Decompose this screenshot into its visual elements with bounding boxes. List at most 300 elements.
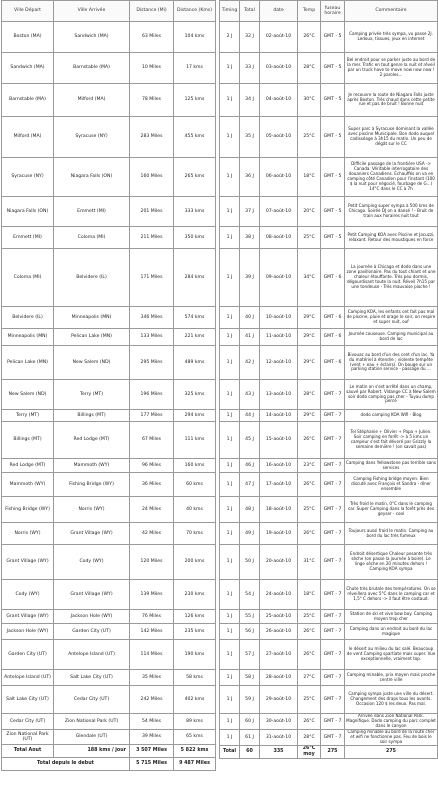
route-row <box>2 117 216 158</box>
timing-row <box>220 610 438 624</box>
depart-cell: Cody (WY) <box>2 580 54 610</box>
timing-total-tz: 275 <box>321 745 345 758</box>
commentaire-cell: Bivouac au bord d'un des cent d'un lac. Ya du matériel à étendre ; violente tempête (vent + eau + éclairs). On bouge sur un parking station service - passage du ... <box>345 346 438 380</box>
temp-cell: 29°C <box>298 346 321 380</box>
timing-cell: 1 J <box>220 459 240 473</box>
depart-cell: Billings (MT) <box>2 422 54 459</box>
total-aout-mi: 3 507 Miles <box>130 745 174 758</box>
timing-row <box>220 117 438 158</box>
date-cell: 14-août-10 <box>260 410 298 422</box>
distance-mi-cell: 142 Miles <box>130 624 174 640</box>
timing-row <box>220 53 438 84</box>
date-cell: 19-août-10 <box>260 523 298 545</box>
distance-mi-cell: 114 Miles <box>130 640 174 670</box>
distance-km-cell: 70 kms <box>174 523 216 545</box>
date-cell: 26-août-10 <box>260 624 298 640</box>
date-cell: 12-août-10 <box>260 346 298 380</box>
header-arrivee: Ville Arrivée <box>54 1 130 22</box>
fuseau-cell: GMT - 7 <box>321 410 345 422</box>
arrivee-cell: Grant Village (WY) <box>54 523 130 545</box>
commentaire-cell: dodo camping KOA Wifi - Blog <box>345 410 438 422</box>
arrivee-cell: Billings (MT) <box>54 410 130 422</box>
timing-total-row <box>220 745 438 758</box>
timing-row <box>220 714 438 730</box>
depart-cell: Red Lodge (MT) <box>2 459 54 473</box>
total-days-cell: 60 J <box>240 714 260 730</box>
commentaire-cell: Super parc à Syracuse dominant la vallée avec piscine Municipale. Bon dodo auquel cadisséage à 3h15 du matin. Un peu de dégât sur le CC <box>345 117 438 158</box>
commentaire-cell: Journée couseuse. Camping municipal au bord de lac <box>345 329 438 346</box>
distance-km-cell: 294 kms <box>174 410 216 422</box>
header-distance-km: Distance (Kms) <box>174 1 216 22</box>
fuseau-cell: GMT - 7 <box>321 473 345 497</box>
timing-cell: 1 J <box>220 580 240 610</box>
route-header-row <box>2 1 216 22</box>
depart-cell: Sandwich (MA) <box>2 53 54 84</box>
timing-row <box>220 307 438 329</box>
commentaire-cell: Je recouvre la route de Niagara Falls juste après Boston. Très chaud dans cette petite rue et pas de bruit ! Bonne nuit <box>345 84 438 117</box>
timing-row <box>220 22 438 53</box>
total-days-cell: 36 J <box>240 158 260 197</box>
timing-cell: 1 J <box>220 545 240 580</box>
commentaire-cell: Petit Camping super sympa à 500 kms de Chicago. Soirée DJ on a dansé ! - Bruit de train aux horaires nuit tout <box>345 197 438 227</box>
timing-cell: 1 J <box>220 610 240 624</box>
date-cell: 29-août-10 <box>260 686 298 714</box>
fuseau-cell: GMT - 7 <box>321 580 345 610</box>
header-distance-mi: Distance (Mi) <box>130 1 174 22</box>
temp-cell: 26°C <box>298 640 321 670</box>
date-cell: 09-août-10 <box>260 249 298 307</box>
fuseau-cell: GMT - 7 <box>321 459 345 473</box>
grand-total-mi: 5 715 Miles <box>130 758 174 771</box>
depart-cell: Milford (MA) <box>2 117 54 158</box>
fuseau-cell: GMT - 5 <box>321 227 345 249</box>
temp-cell: 25°C <box>298 117 321 158</box>
total-aout-label: Total Aout <box>2 745 54 758</box>
grand-total-km: 9 487 Miles <box>174 758 216 771</box>
total-days-cell: 46 J <box>240 459 260 473</box>
arrivee-cell: Pelican Lake (MN) <box>54 329 130 346</box>
timing-cell: 1 J <box>220 410 240 422</box>
timing-row <box>220 580 438 610</box>
total-days-cell: 35 J <box>240 117 260 158</box>
temp-cell: 26°C <box>298 624 321 640</box>
fuseau-cell: GMT - 5 <box>321 22 345 53</box>
temp-cell: 26°C <box>298 22 321 53</box>
arrivee-cell: Belvidere (IL) <box>54 249 130 307</box>
fuseau-cell: GMT - 5 <box>321 158 345 197</box>
timing-cell: 1 J <box>220 197 240 227</box>
route-row <box>2 730 216 745</box>
arrivee-cell: Cody (WY) <box>54 545 130 580</box>
route-row <box>2 380 216 410</box>
date-cell: 11-août-10 <box>260 329 298 346</box>
total-days-cell: 59 J <box>240 686 260 714</box>
timing-row <box>220 670 438 686</box>
depart-cell: Mammoth (WY) <box>2 473 54 497</box>
arrivee-cell: Syracuse (NY) <box>54 117 130 158</box>
distance-mi-cell: 54 Miles <box>130 714 174 730</box>
timing-row <box>220 158 438 197</box>
date-cell: 18-août-10 <box>260 497 298 523</box>
distance-km-cell: 221 kms <box>174 329 216 346</box>
temp-cell: 28°C <box>298 380 321 410</box>
timing-row <box>220 84 438 117</box>
fuseau-cell: GMT - 7 <box>321 624 345 640</box>
route-row <box>2 410 216 422</box>
date-cell: 10-août-10 <box>260 307 298 329</box>
timing-cell: 1 J <box>220 117 240 158</box>
arrivee-cell: Milford (MA) <box>54 84 130 117</box>
timing-cell: 1 J <box>220 422 240 459</box>
depart-cell: Salt Lake City (UT) <box>2 686 54 714</box>
temp-cell: 34°C <box>298 249 321 307</box>
distance-mi-cell: 177 Miles <box>130 410 174 422</box>
distance-mi-cell: 295 Miles <box>130 346 174 380</box>
fuseau-cell: GMT - 7 <box>321 497 345 523</box>
timing-row <box>220 640 438 670</box>
timing-total-comment: 275 <box>345 745 438 758</box>
fuseau-cell: GMT - 7 <box>321 670 345 686</box>
temp-cell: 28°C <box>298 53 321 84</box>
distance-km-cell: 58 kms <box>174 670 216 686</box>
distance-mi-cell: 36 Miles <box>130 473 174 497</box>
distance-mi-cell: 160 Miles <box>130 158 174 197</box>
distance-mi-cell: 139 Miles <box>130 580 174 610</box>
date-cell: 27-août-10 <box>260 640 298 670</box>
header-commentaire: Commentaire <box>345 1 438 22</box>
route-row <box>2 227 216 249</box>
route-row <box>2 329 216 346</box>
header-fuseau: fuseau horaire <box>321 1 345 22</box>
temp-cell: 30°C <box>298 84 321 117</box>
date-cell: 16-août-10 <box>260 459 298 473</box>
depart-cell: Antelope Island (UT) <box>2 670 54 686</box>
fuseau-cell: GMT - 6 <box>321 346 345 380</box>
total-days-cell: 55 J <box>240 610 260 624</box>
distance-km-cell: 350 kms <box>174 227 216 249</box>
timing-table <box>219 0 438 759</box>
route-row <box>2 610 216 624</box>
date-cell: 31-août-10 <box>260 730 298 746</box>
total-days-cell: 57 J <box>240 640 260 670</box>
route-row <box>2 53 216 84</box>
date-cell: 04-août-10 <box>260 84 298 117</box>
temp-cell: 31°C <box>298 545 321 580</box>
total-days-cell: 39 J <box>240 249 260 307</box>
timing-cell: 1 J <box>220 307 240 329</box>
timing-cell: 1 J <box>220 714 240 730</box>
distance-mi-cell: 96 Miles <box>130 459 174 473</box>
commentaire-cell: Chute très brutale des températures. On se réveillera avec 5°C dans le camping car et 1,5° C dehors -> il faut être costaud. <box>345 580 438 610</box>
timing-row <box>220 346 438 380</box>
commentaire-cell: Station de ski et vive bow boy. Camping moyen trop cher <box>345 610 438 624</box>
fuseau-cell: GMT - 7 <box>321 610 345 624</box>
total-days-cell: 37 J <box>240 197 260 227</box>
distance-mi-cell: 201 Miles <box>130 197 174 227</box>
depart-cell: Belvidere (IL) <box>2 307 54 329</box>
commentaire-cell: Camping KOA, les enfants ont fait pas mal de piscine, pluie et orage le soir, on respire et super nuit, ouf <box>345 307 438 329</box>
timing-row <box>220 329 438 346</box>
header-timing: Timing <box>220 1 240 22</box>
timing-row <box>220 197 438 227</box>
distance-mi-cell: 171 Miles <box>130 249 174 307</box>
depart-cell: Cedar City (UT) <box>2 714 54 730</box>
timing-row <box>220 249 438 307</box>
arrivee-cell: Coloma (MI) <box>54 227 130 249</box>
date-cell: 02-août-10 <box>260 22 298 53</box>
arrivee-cell: Jackson Hole (WY) <box>54 610 130 624</box>
timing-cell: 1 J <box>220 227 240 249</box>
arrivee-cell: Mammoth (WY) <box>54 459 130 473</box>
date-cell: 25-août-10 <box>260 610 298 624</box>
timing-row <box>220 497 438 523</box>
route-row <box>2 686 216 714</box>
timing-cell: 2 J <box>220 22 240 53</box>
arrivee-cell: Red Lodge (MT) <box>54 422 130 459</box>
distance-mi-cell: 63 Miles <box>130 22 174 53</box>
distance-km-cell: 125 kms <box>174 84 216 117</box>
route-table <box>1 0 216 771</box>
arrivee-cell: Glendale (UT) <box>54 730 130 745</box>
date-cell: 13-août-10 <box>260 380 298 410</box>
arrivee-cell: Zion National Park (UT) <box>54 714 130 730</box>
distance-mi-cell: 24 Miles <box>130 497 174 523</box>
timing-cell: 1 J <box>220 53 240 84</box>
distance-mi-cell: 42 Miles <box>130 523 174 545</box>
timing-row <box>220 473 438 497</box>
timing-cell: 1 J <box>220 670 240 686</box>
distance-km-cell: 574 kms <box>174 307 216 329</box>
arrivee-cell: Garden City (UT) <box>54 624 130 640</box>
commentaire-cell: Bel endroit pour se parker juste au bord de la mer. Trafic en tout genre la nuit et réveil par un truck have to move now now now ! 2 paroles... <box>345 53 438 84</box>
timing-cell: 1 J <box>220 640 240 670</box>
depart-cell: Minneapolis (MN) <box>2 329 54 346</box>
timing-total-temp: 26°C moy <box>298 745 321 758</box>
distance-km-cell: 265 kms <box>174 158 216 197</box>
depart-cell: Garden City (UT) <box>2 640 54 670</box>
distance-km-cell: 104 kms <box>174 22 216 53</box>
header-depart: Ville Départ <box>2 1 54 22</box>
arrivee-cell: Barnstable (MA) <box>54 53 130 84</box>
depart-cell: Fishing Bridge (WY) <box>2 497 54 523</box>
timing-cell: 1 J <box>220 329 240 346</box>
date-cell: 15-août-10 <box>260 422 298 459</box>
temp-cell: 26°C <box>298 523 321 545</box>
total-days-cell: 58 J <box>240 670 260 686</box>
distance-mi-cell: 211 Miles <box>130 227 174 249</box>
fuseau-cell: GMT - 5 <box>321 117 345 158</box>
temp-cell: 26°C <box>298 422 321 459</box>
timing-cell: 1 J <box>220 523 240 545</box>
arrivee-cell: Minneapolis (MN) <box>54 307 130 329</box>
depart-cell: Niagara Falls (ON) <box>2 197 54 227</box>
date-cell: 17-août-10 <box>260 473 298 497</box>
total-days-cell: 44 J <box>240 410 260 422</box>
distance-km-cell: 160 kms <box>174 459 216 473</box>
date-cell: 24-août-10 <box>260 580 298 610</box>
temp-cell: 18°C <box>298 580 321 610</box>
temp-cell: 29°C <box>298 410 321 422</box>
route-row <box>2 714 216 730</box>
fuseau-cell: GMT - 7 <box>321 380 345 410</box>
route-row <box>2 640 216 670</box>
timing-row <box>220 523 438 545</box>
arrivee-cell: Emmett (MI) <box>54 197 130 227</box>
route-row <box>2 670 216 686</box>
total-days-cell: 42 J <box>240 346 260 380</box>
timing-cell: 1 J <box>220 346 240 380</box>
fuseau-cell: GMT - 5 <box>321 53 345 84</box>
commentaire-cell: le désert au milieu du lac salé. Beaucoup de vent Camping spartiate mais super. Vue exceptionnelle, vraiment top. <box>345 640 438 670</box>
total-aout-rate: 188 kms / jour <box>54 745 130 758</box>
distance-mi-cell: 35 Miles <box>130 670 174 686</box>
total-aout-row <box>2 745 216 758</box>
arrivee-cell: Niagara Falls (ON) <box>54 158 130 197</box>
temp-cell: 28°C <box>298 730 321 746</box>
distance-km-cell: 200 kms <box>174 545 216 580</box>
distance-km-cell: 40 kms <box>174 497 216 523</box>
arrivee-cell: Norris (WY) <box>54 497 130 523</box>
date-cell: 20-août-10 <box>260 545 298 580</box>
route-row <box>2 22 216 53</box>
route-row <box>2 197 216 227</box>
route-row <box>2 422 216 459</box>
temp-cell: 26°C <box>298 714 321 730</box>
fuseau-cell: GMT - 5 <box>321 84 345 117</box>
distance-km-cell: 455 kms <box>174 117 216 158</box>
depart-cell: New Salem (ND) <box>2 380 54 410</box>
grand-total-row <box>2 758 216 771</box>
depart-cell: Grant Village (WY) <box>2 545 54 580</box>
commentaire-cell: Endroit désertique Chaleur pesante très sèche (on passe la journée à boire). Le linge sèche en 20 minutes dehors ! Camping KOA sympa <box>345 545 438 580</box>
route-row <box>2 473 216 497</box>
route-row <box>2 545 216 580</box>
date-cell: 05-août-10 <box>260 117 298 158</box>
date-cell: 30-août-10 <box>260 714 298 730</box>
fuseau-cell: GMT - 7 <box>321 523 345 545</box>
distance-km-cell: 235 kms <box>174 624 216 640</box>
arrivee-cell: Salt Lake City (UT) <box>54 670 130 686</box>
total-days-cell: 33 J <box>240 53 260 84</box>
arrivee-cell: Sandwich (MA) <box>54 22 130 53</box>
timing-total-label: Total <box>220 745 240 758</box>
commentaire-cell: Camping dans un endroit au bord du lac magique <box>345 624 438 640</box>
date-cell: 07-août-10 <box>260 197 298 227</box>
temp-cell: 27°C <box>298 670 321 686</box>
depart-cell: Norris (WY) <box>2 523 54 545</box>
fuseau-cell: GMT - 7 <box>321 714 345 730</box>
arrivee-cell: New Salem (ND) <box>54 346 130 380</box>
commentaire-cell: Petit Camping KOA avec Piscine et Jacuzzi, relaxant. Retour des moustiques en force <box>345 227 438 249</box>
timing-table-body <box>220 22 438 746</box>
commentaire-cell: Camping sympa juste une ville du désert. Changement des draps tous les avants. Occasion 120 $ les deux. Pas mal. <box>345 686 438 714</box>
temp-cell: 26°C <box>298 473 321 497</box>
distance-mi-cell: 346 Miles <box>130 307 174 329</box>
total-days-cell: 61 J <box>240 730 260 746</box>
timing-cell: 1 J <box>220 158 240 197</box>
route-row <box>2 158 216 197</box>
distance-mi-cell: 196 Miles <box>130 380 174 410</box>
timing-row <box>220 624 438 640</box>
arrivee-cell: Grant Village (WY) <box>54 580 130 610</box>
total-days-cell: 43 J <box>240 380 260 410</box>
timing-row <box>220 422 438 459</box>
route-row <box>2 624 216 640</box>
fuseau-cell: GMT - 6 <box>321 329 345 346</box>
commentaire-cell: Le matin on s'est arrêté dans un champ, sauvé par Robert. Vidange CC à New Salem soir dodo camping pas cher - Tuyau dump percé <box>345 380 438 410</box>
commentaire-cell: Camping minable, prix moyen mais proche centre ville <box>345 670 438 686</box>
timing-cell: 1 J <box>220 84 240 117</box>
commentaire-cell: Toujours aussi froid le matin. Camping au bord du lac très fumeux <box>345 523 438 545</box>
temp-cell: 25°C <box>298 610 321 624</box>
distance-km-cell: 89 kms <box>174 714 216 730</box>
temp-cell: 29°C <box>298 307 321 329</box>
header-total: Total <box>240 1 260 22</box>
temp-cell: 18°C <box>298 158 321 197</box>
total-days-cell: 32 J <box>240 22 260 53</box>
commentaire-cell: Très froid le matin, 0°C dans le camping car. Super Camping dans la forêt près des geyser - cool <box>345 497 438 523</box>
commentaire-cell: Camping privée très sympa, vu passe 2J. Ledoux, tissues, jeux en internet <box>345 22 438 53</box>
total-days-cell: 38 J <box>240 227 260 249</box>
depart-cell: Emmett (MI) <box>2 227 54 249</box>
route-row <box>2 84 216 117</box>
fuseau-cell: GMT - 7 <box>321 545 345 580</box>
arrivee-cell: Fishing Bridge (WY) <box>54 473 130 497</box>
route-row <box>2 346 216 380</box>
temp-cell: 25°C <box>298 227 321 249</box>
depart-cell: Jackson Hole (WY) <box>2 624 54 640</box>
depart-cell: Barnstable (MA) <box>2 84 54 117</box>
fuseau-cell: GMT - 6 <box>321 307 345 329</box>
distance-km-cell: 284 kms <box>174 249 216 307</box>
distance-mi-cell: 283 Miles <box>130 117 174 158</box>
distance-km-cell: 60 kms <box>174 473 216 497</box>
route-row <box>2 580 216 610</box>
depart-cell: Syracuse (NY) <box>2 158 54 197</box>
total-days-cell: 47 J <box>240 473 260 497</box>
total-days-cell: 40 J <box>240 307 260 329</box>
route-row <box>2 249 216 307</box>
distance-km-cell: 65 kms <box>174 730 216 745</box>
total-aout-km: 5 822 kms <box>174 745 216 758</box>
commentaire-cell: Camping Fishing bridge moyen. Bien discuté avec François et Sandra - dîner ensemble <box>345 473 438 497</box>
commentaire-cell: La journée à Chicago et dodo dans une zone pavillonaire. Pas du tout chiant et une chaleur étouffante. Très peu dormis, dégourdisant toute la nuit. Réveil 7h15 par une tondeuse - Très mauvaise pioche ! <box>345 249 438 307</box>
depart-cell: Zion National Park (UT) <box>2 730 54 745</box>
total-days-cell: 41 J <box>240 329 260 346</box>
total-days-cell: 45 J <box>240 422 260 459</box>
temp-cell: 20°C <box>298 197 321 227</box>
arrivee-cell: Cedar City (UT) <box>54 686 130 714</box>
temp-cell: 25°C <box>298 686 321 714</box>
depart-cell: Terry (MT) <box>2 410 54 422</box>
fuseau-cell: GMT - 7 <box>321 640 345 670</box>
distance-mi-cell: 39 Miles <box>130 730 174 745</box>
timing-cell: 1 J <box>220 686 240 714</box>
distance-km-cell: 111 kms <box>174 422 216 459</box>
header-temp: Temp <box>298 1 321 22</box>
timing-cell: 1 J <box>220 473 240 497</box>
distance-mi-cell: 133 Miles <box>130 329 174 346</box>
distance-km-cell: 17 kms <box>174 53 216 84</box>
route-table-body <box>2 22 216 745</box>
arrivee-cell: Antelope Island (UT) <box>54 640 130 670</box>
arrivee-cell: Terry (MT) <box>54 380 130 410</box>
distance-km-cell: 333 kms <box>174 197 216 227</box>
date-cell: 06-août-10 <box>260 158 298 197</box>
route-row <box>2 459 216 473</box>
temp-cell: 23°C <box>298 459 321 473</box>
timing-cell: 1 J <box>220 730 240 746</box>
